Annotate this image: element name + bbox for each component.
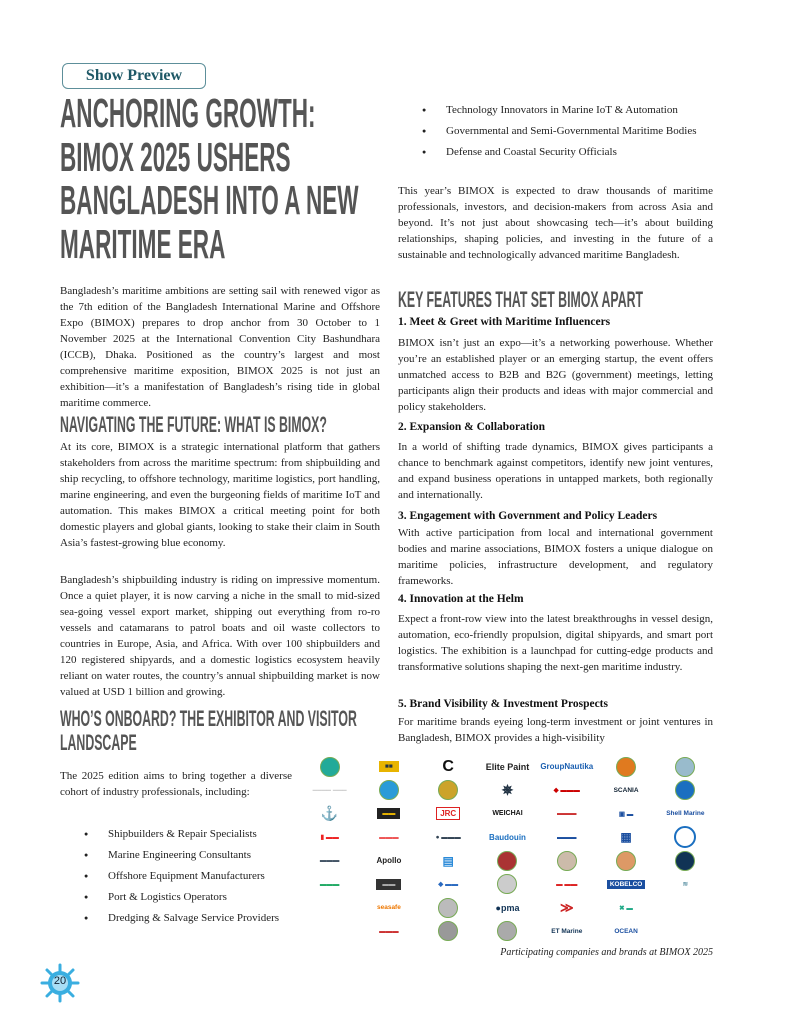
logo-ocean: OCEAN: [614, 927, 638, 935]
list-item: ● Shipbuilders & Repair Specialists: [60, 826, 298, 842]
logo-image: ≋: [682, 881, 689, 889]
feature-text: For maritime brands eyeing long-term investment or joint ventures in Bangladesh, BIMOX provides a high-visibility: [398, 716, 713, 744]
logo-image: ▬▬: [376, 879, 401, 890]
logo-image: ▬▬▬: [557, 833, 577, 841]
professionals-list: [60, 826, 298, 931]
logo-seasafe: seasafe: [376, 904, 401, 912]
feature-title: 5. Brand Visibility & Investment Prospects: [398, 698, 608, 710]
professionals-list-continued: [398, 102, 713, 165]
logo-image: ◆ ▬▬: [438, 881, 459, 889]
logo-image: ◆ ▬▬▬: [553, 787, 580, 795]
headline: ANCHORING GROWTH: BIMOX 2025 USHERS BANGLADESH INTO A NEW MARITIME ERA: [60, 90, 359, 267]
logo-image: [675, 780, 695, 800]
logo-apollo: Apollo: [376, 856, 402, 866]
logo-image: [497, 851, 517, 871]
section-heading: NAVIGATING THE FUTURE: WHAT IS BIMOX?: [60, 412, 327, 437]
logo-image: ✵: [501, 781, 514, 798]
list-item: ● Defense and Coastal Security Officials: [398, 144, 713, 160]
logo-image: [320, 757, 340, 777]
logo-image: [616, 851, 636, 871]
page-number-badge: [40, 963, 80, 1003]
image-caption: Participating companies and brands at BIMOX 2025: [500, 947, 713, 958]
logo-image: [497, 921, 517, 941]
feature-title: 1. Meet & Greet with Maritime Influencers: [398, 316, 611, 328]
logo-image: ▬▬▬: [379, 833, 399, 841]
paragraph: Bangladesh’s shipbuilding industry is riding on impressive momentum. Once a quiet player, it is now carving a niche in the small to mid-sized sea-going vessel export market, shipping out everything from ro-ro vessels and catamarans to patrol boats and oil waste collectors to countries in Europe, Asia, and Africa. With over 100 shipbuilders and 120 registered shipyards, and a domestic logistics ecosystem heavily reliant on water routes, the country’s annual shipbuilding market is now valued at USD 1 billion and growing.: [60, 574, 380, 698]
list-item: ● Offshore Equipment Manufacturers: [60, 868, 298, 884]
feature-title: 2. Expansion & Collaboration: [398, 421, 545, 433]
list-item: ● Dredging & Salvage Service Providers: [60, 910, 298, 926]
logo-image: ● ▬▬▬: [435, 833, 461, 841]
logo-image: ✖ ▬: [619, 904, 633, 912]
section-heading: KEY FEATURES THAT SET BIMOX APART: [398, 287, 644, 312]
logo-image: [438, 898, 458, 918]
intro-paragraph: Bangladesh’s maritime ambitions are setting sail with renewed vigor as the 7th edition of the Bangladesh International Marine and Offshore Expo (BIMOX) prepares to drop anchor from 30 October to 1 November 2025 at the International Convention City Bashundhara (ICCB), Dhaka. Positioned as the country’s largest and most comprehensive maritime exposition, BIMOX 2025 is not just an exhibition—it’s a manifestation of Bangladesh’s rising tide in global maritime commerce.: [60, 285, 380, 409]
paragraph: This year’s BIMOX is expected to draw thousands of maritime professionals, investors, and decision-makers from across Asia and beyond. It’s not just about showcasing tech—it’s about building relationships, shaping policies, and investing in the future of a sustainable and technologically advanced maritime Bangladesh.: [398, 185, 713, 261]
logo-et-marine: ET Marine: [551, 927, 583, 935]
logo-image: ■■: [379, 761, 399, 772]
logo-elite-paint: Elite Paint: [485, 761, 530, 772]
logo-image: [438, 780, 458, 800]
logo-image: ▬ ▬▬: [556, 880, 578, 888]
logo-image: ⚓: [320, 805, 339, 822]
logo-image: C: [442, 757, 454, 775]
logo-image: ▤: [442, 853, 454, 868]
logo-jrc: JRC: [436, 807, 460, 820]
list-item: ● Governmental and Semi-Governmental Maritime Bodies: [398, 123, 713, 139]
list-item: ● Port & Logistics Operators: [60, 889, 298, 905]
logo-baudouin: Baudouin: [489, 832, 526, 842]
list-item: ● Marine Engineering Consultants: [60, 847, 298, 863]
feature-text: BIMOX isn’t just an expo—it’s a networking powerhouse. Whether you’re an established player or an emerging startup, the event offers unmatched access to B2B and B2G (government) meetings, letting participants align their products and ideas with major commercial and policy stakeholders.: [398, 337, 713, 413]
paragraph: At its core, BIMOX is a strategic international platform that gathers stakeholders from across the maritime spectrum: from shipbuilding and ship recycling, to offshore technology, maritime logistics, port handling, marine engineering, and even the burgeoning fields of maritime IoT and automation. This makes BIMOX a critical meeting point for both domestic players and global giants, looking to stake their claim in South Asia’s fastest-growing blue economy.: [60, 441, 380, 549]
section-tag: Show Preview: [62, 63, 206, 89]
section-heading: WHO’S ONBOARD? THE EXHIBITOR AND VISITOR LANDSCAPE: [60, 706, 357, 755]
logo-groupnautika: GroupNautika: [540, 762, 594, 772]
logo-image: ▬▬: [377, 808, 400, 819]
logo-image: [438, 921, 458, 941]
logo-image: ▮ ▬▬: [320, 834, 339, 842]
logo-image: [379, 780, 399, 800]
logo-weichai: WEICHAI: [492, 810, 523, 818]
feature-title: 4. Innovation at the Helm: [398, 593, 524, 605]
logo-image: [616, 757, 636, 777]
logo-image: ▦: [620, 830, 632, 845]
logo-image: [497, 874, 517, 894]
logo-image: [557, 851, 577, 871]
logo-image: ──── ───: [312, 786, 347, 794]
logo-image: [674, 826, 696, 848]
logo-kobelco: KOBELCO: [607, 880, 646, 889]
logo-image: ≫: [559, 899, 574, 915]
logo-image: ▬▬▬: [319, 880, 340, 888]
logo-scania: SCANIA: [613, 786, 639, 794]
logo-image: [675, 851, 695, 871]
logo-image: ▣ ▬: [618, 810, 634, 818]
page-number: 20: [53, 975, 67, 987]
logo-image: ▬▬▬: [379, 927, 399, 935]
logo-shell-marine: Shell Marine: [666, 810, 705, 818]
feature-text: Expect a front-row view into the latest breakthroughs in vessel design, automation, eco-friendly propulsion, digital shipyards, and smart port logistics. The exhibition is a launchpad for cutting-edge products and transformative solutions shaping the next-gen maritime industry.: [398, 613, 713, 673]
logo-image: ●pma: [495, 902, 520, 913]
feature-title: 3. Engagement with Government and Policy Leaders: [398, 510, 658, 522]
list-item: ● Technology Innovators in Marine IoT & Automation: [398, 102, 713, 118]
sponsor-logos-grid: [300, 755, 715, 945]
feature-text: In a world of shifting trade dynamics, BIMOX gives participants a chance to benchmark against competitors, identify new joint ventures, and expand business operations in untapped markets, both regionally and internationally.: [398, 441, 713, 501]
logo-image: [675, 757, 695, 777]
logo-image: ▬▬▬: [319, 857, 340, 865]
feature-text: With active participation from local and international government bodies and marine associations, BIMOX fosters a unique dialogue on maritime policies, infrastructure development, and regulatory frameworks.: [398, 527, 713, 587]
paragraph: The 2025 edition aims to bring together a diverse cohort of industry professionals, including:: [60, 770, 292, 798]
logo-image: ▬▬▬: [557, 810, 577, 818]
